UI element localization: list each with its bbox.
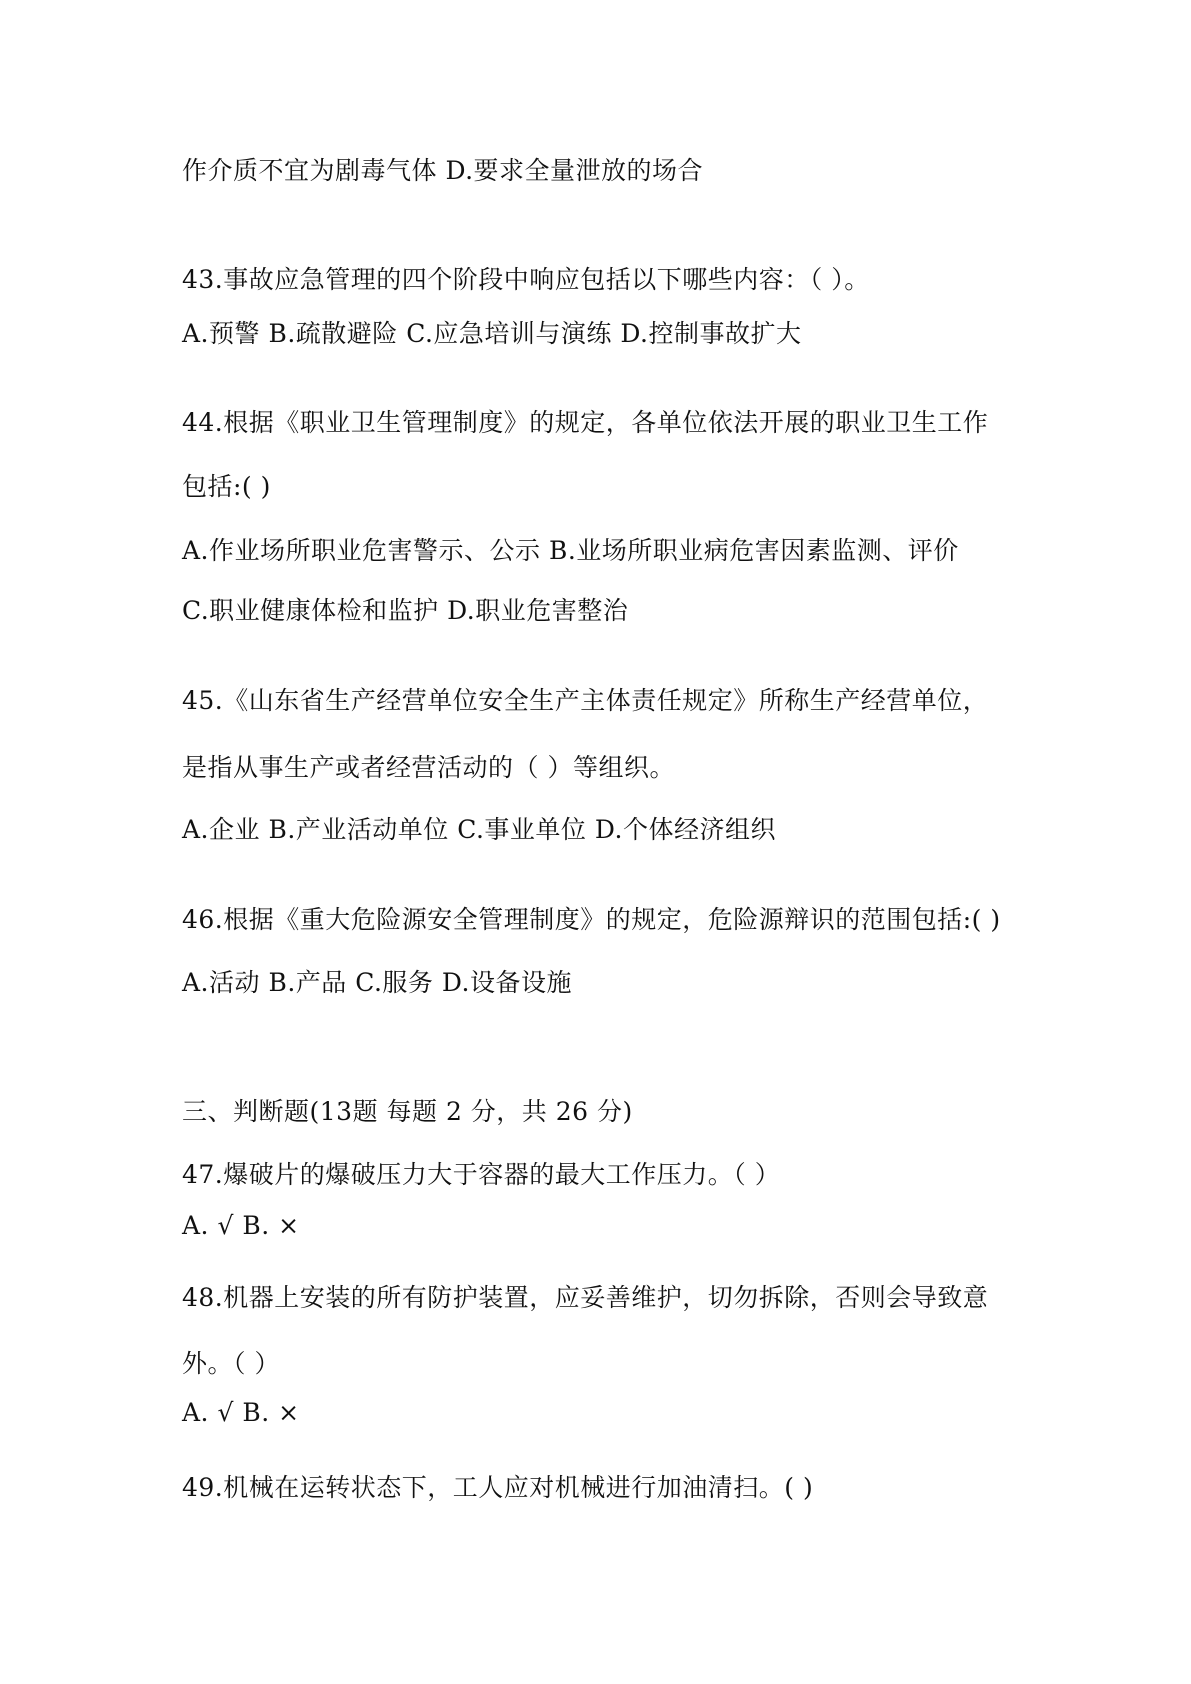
section-heading-true-false: 三、判断题(13题 每题 2 分，共 26 分) [182, 1097, 633, 1126]
question-45-text-line-2: 是指从事生产或者经营活动的（ ）等组织。 [182, 753, 675, 782]
question-44-text-line-1: 44.根据《职业卫生管理制度》的规定，各单位依法开展的职业卫生工作 [182, 408, 989, 437]
question-46-options: A.活动 B.产品 C.服务 D.设备设施 [182, 968, 572, 997]
question-47-text: 47.爆破片的爆破压力大于容器的最大工作压力。（ ） [182, 1160, 781, 1189]
question-46-text: 46.根据《重大危险源安全管理制度》的规定，危险源辩识的范围包括:( ) [182, 905, 1001, 934]
question-48-text-line-1: 48.机器上安装的所有防护装置，应妥善维护，切勿拆除，否则会导致意 [182, 1283, 989, 1312]
question-43-text: 43.事故应急管理的四个阶段中响应包括以下哪些内容：（ ）。 [182, 265, 870, 294]
question-49-text: 49.机械在运转状态下，工人应对机械进行加油清扫。( ) [182, 1473, 814, 1502]
question-48-text-line-2: 外。（ ） [182, 1349, 280, 1378]
question-43-options: A.预警 B.疏散避险 C.应急培训与演练 D.控制事故扩大 [182, 319, 802, 348]
question-44-options-line-2: C.职业健康体检和监护 D.职业危害整治 [182, 596, 629, 625]
question-42-continuation: 作介质不宜为剧毒气体 D.要求全量泄放的场合 [182, 156, 704, 185]
question-47-options: A. √ B. × [182, 1211, 300, 1240]
question-44-text-line-2: 包括:( ) [182, 472, 271, 501]
question-45-options: A.企业 B.产业活动单位 C.事业单位 D.个体经济组织 [182, 815, 776, 844]
question-44-options-line-1: A.作业场所职业危害警示、公示 B.业场所职业病危害因素监测、评价 [182, 536, 959, 565]
question-48-options: A. √ B. × [182, 1398, 300, 1427]
question-45-text-line-1: 45.《山东省生产经营单位安全生产主体责任规定》所称生产经营单位， [182, 686, 989, 715]
